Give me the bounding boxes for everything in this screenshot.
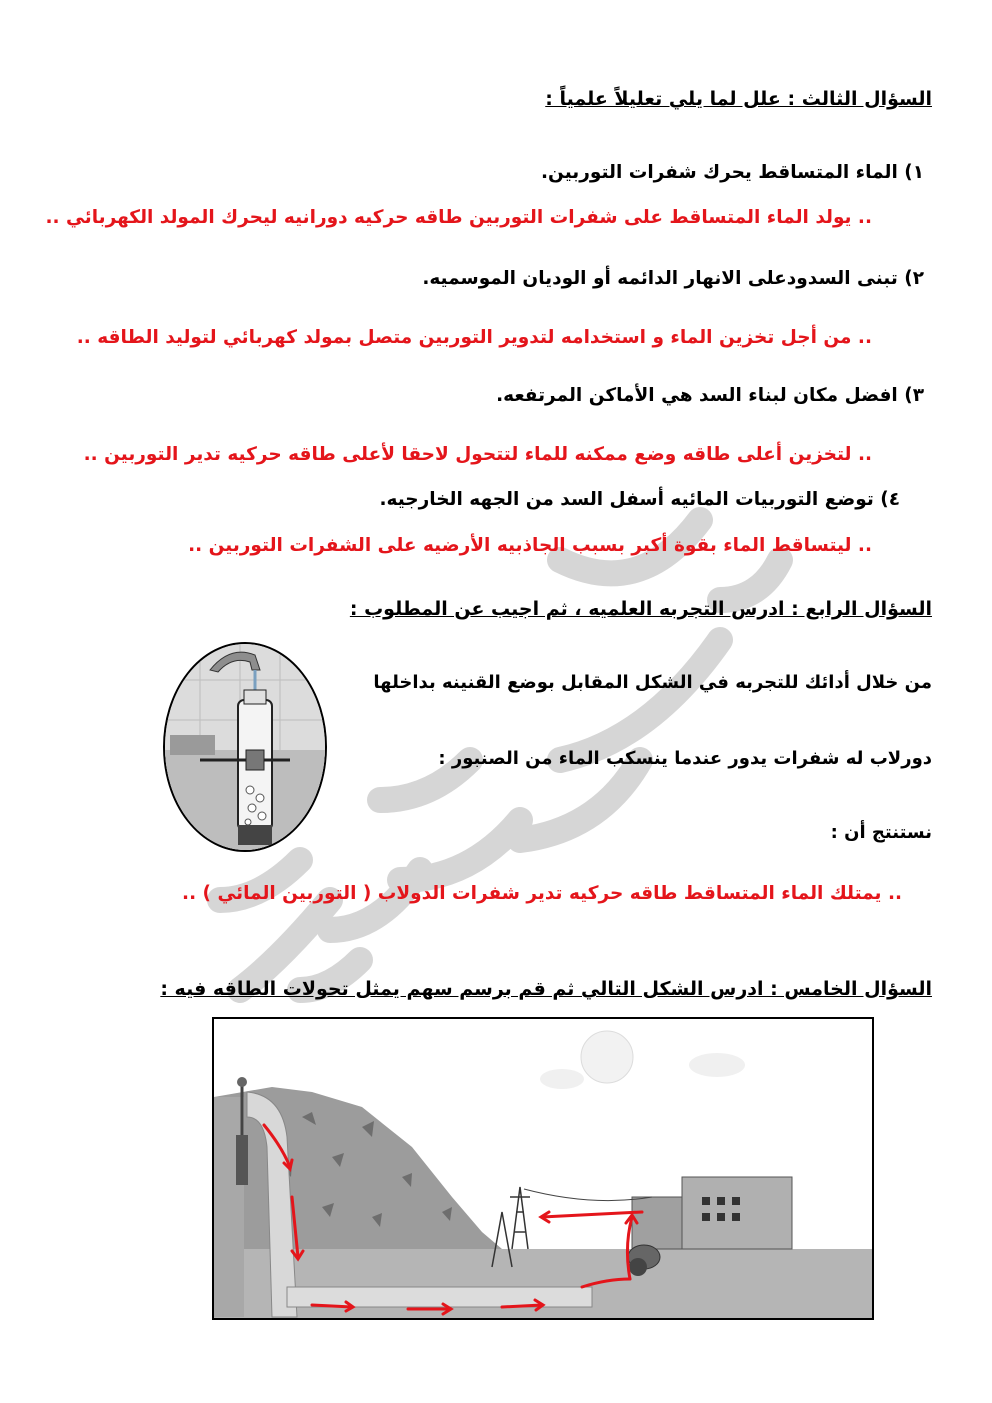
q3-answer-2: .. من أجل تخزين الماء و استخدامه لتدوير التوربين متصل بمولد كهربائي لتوليد الطاقه ..: [76, 327, 872, 348]
q3-answer-3: .. لتخزين أعلى طاقه وضع ممكنه للماء لتتحول لاحقا لأعلى طاقه حركيه تدير التوربين ..: [83, 444, 872, 465]
dam-illustration: [212, 1017, 874, 1320]
item-number: ٤): [880, 489, 900, 510]
q3-answer-4: .. ليتساقط الماء بقوة أكبر بسبب الجاذبيه الأرضيه على الشفرات التوربين ..: [188, 535, 872, 556]
q3-item-1: [541, 162, 924, 183]
q4-heading: السؤال الرابع : ادرس التجربه العلميه ، ثم اجيب عن المطلوب :: [349, 598, 932, 620]
question-text: توضع التوربيات المائيه أسفل السد من الجهه الخارجيه.: [379, 489, 874, 510]
q4-line-2: دورلاب له شفرات يدور عندما ينسكب الماء من الصنبور :: [438, 748, 932, 769]
q3-heading: السؤال الثالث : علل لما يلي تعليلاً علمياً :: [545, 88, 932, 110]
q5-heading: السؤال الخامس : ادرس الشكل التالي ثم قم برسم سهم يمثل تحولات الطاقه فيه :: [160, 978, 932, 1000]
question-text: افضل مكان لبناء السد هي الأماكن المرتفعه.: [496, 385, 898, 406]
q3-item-2: [422, 268, 924, 289]
item-number: ٣): [904, 385, 924, 406]
q4-line-3: نستنتج أن :: [830, 822, 932, 843]
q4-line-1: من خلال أدائك للتجربه في الشكل المقابل بوضع القنينه بداخلها: [373, 672, 932, 693]
experiment-illustration: [160, 640, 330, 855]
q3-answer-1: .. يولد الماء المتساقط على شفرات التوربين طاقه حركيه دورانيه ليحرك المولد الكهربائي ..: [45, 207, 872, 228]
question-text: الماء المتساقط يحرك شفرات التوربين.: [541, 162, 898, 183]
item-number: ١): [904, 162, 924, 183]
q4-answer: .. يمتلك الماء المتساقط طاقه حركيه تدير شفرات الدولاب ( التوربين المائي ) ..: [182, 883, 902, 904]
q3-item-4: [379, 489, 900, 510]
question-text: تبنى السدودعلى الانهار الدائمه أو الوديان الموسميه.: [422, 268, 898, 289]
item-number: ٢): [904, 268, 924, 289]
q3-item-3: [496, 385, 924, 406]
